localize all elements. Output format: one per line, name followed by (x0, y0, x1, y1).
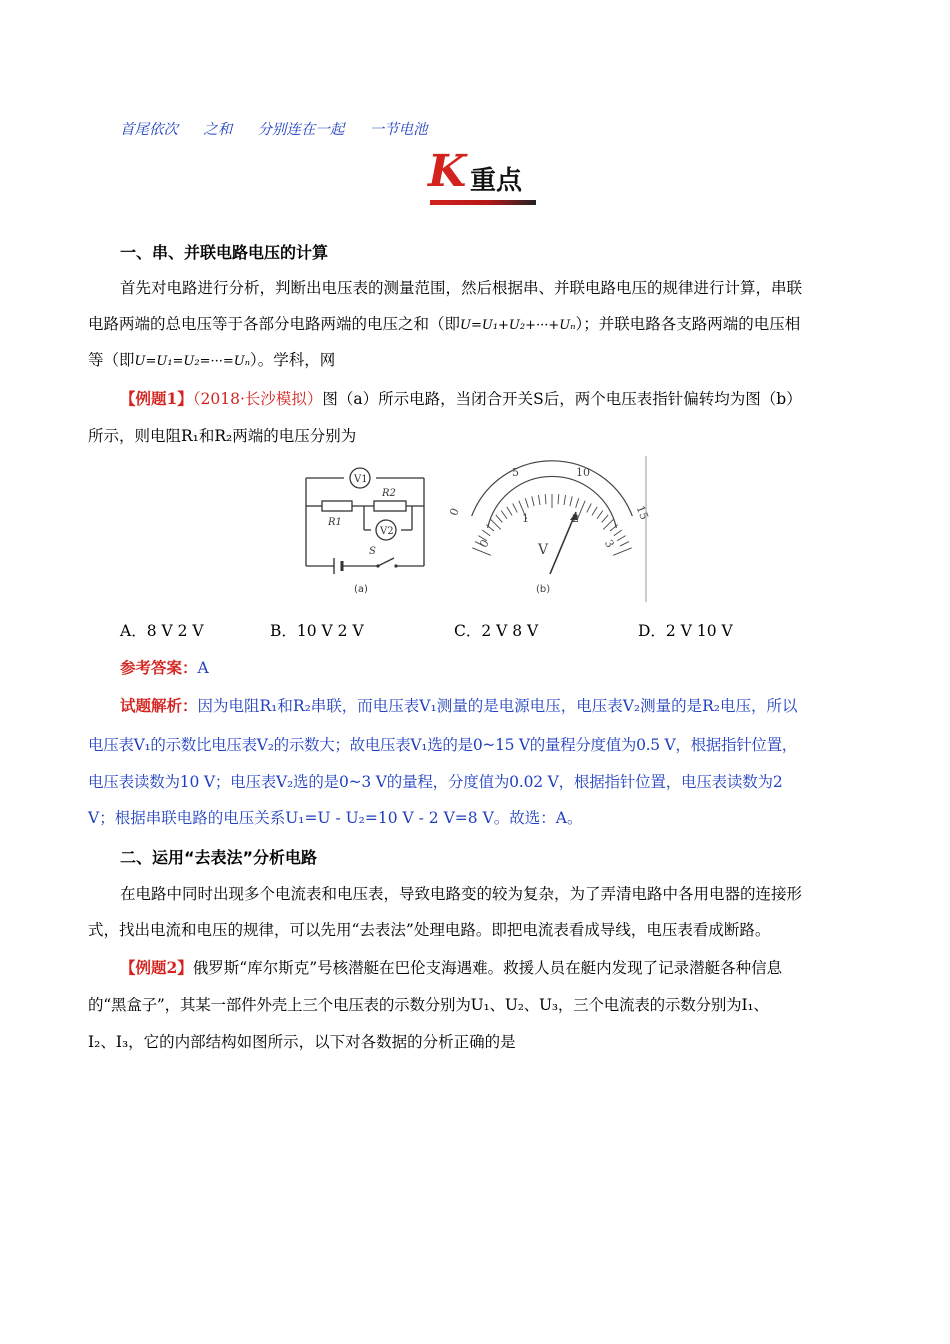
option-a: A．8 V 2 V (120, 622, 204, 640)
analysis-line2: 电压表V₁的示数比电压表V₂的示数大；故电压表V₁选的是0~15 V的量程分度值为0.5 V，根据指针位置， (88, 736, 797, 754)
formula-series-voltage: U=U₁+U₂+···+Uₙ (460, 318, 576, 333)
r2-label: R2 (382, 488, 396, 499)
dial-tick (603, 520, 613, 530)
dial-tick (592, 507, 597, 516)
option-b: B．10 V 2 V (270, 622, 364, 640)
answer-line (120, 656, 209, 678)
section-banner (428, 146, 538, 208)
banner-underline (430, 200, 536, 205)
option-c: C．2 V 8 V (454, 622, 539, 640)
section2-paragraph-line1: 在电路中同时出现多个电流表和电压表，导致电路变的较为复杂，为了弄清电路中各用电器的连接形 (120, 885, 803, 903)
option-d: D．2 V 10 V (638, 622, 733, 640)
dial-tick (576, 498, 579, 508)
outer-tick-15: 15 (633, 503, 651, 522)
section1-paragraph-line2: 电路两端的总电压等于各部分电路两端的电压之和（即U=U₁+U₂+···+Uₙ）；并联电路各支路两端的电压相 (88, 315, 801, 333)
analysis-label: 试题解析： (120, 696, 198, 715)
section2-paragraph-line2: 式，找出电流和电压的规律，可以先用“去表法”处理电路。即把电流表看成导线，电压表看成断路。 (88, 921, 771, 939)
keyword-3: 分别连在一起 (257, 122, 345, 138)
dial-tick (491, 520, 501, 530)
answer-value: A (197, 659, 209, 677)
v1-label: V1 (354, 474, 368, 485)
switch-contact-icon (394, 564, 397, 567)
dial-tick (525, 498, 528, 508)
dial-tick (545, 494, 546, 504)
keyword-4: 一节电池 (369, 122, 428, 138)
dial-tick (614, 530, 622, 536)
dial-tick (501, 511, 507, 519)
analysis-line3: 电压表读数为10 V；电压表V₂选的是0~3 V的量程，分度值为0.02 V，根据指针位置，电压表读数为2 (88, 773, 783, 791)
dial-tick (482, 530, 490, 536)
outer-tick-0: 0 (447, 506, 462, 518)
banner-title: 重点 (470, 166, 523, 196)
inner-tick-1: 1 (522, 512, 529, 525)
dial-tick (613, 548, 632, 555)
v2-label: V2 (380, 526, 394, 537)
analysis-line4: V；根据串联电路的电压关系U₁=U - U₂=10 V - 2 V=8 V。故选：A。 (88, 809, 583, 827)
keyword-line (120, 118, 428, 139)
inner-tick-2: 2 (572, 512, 579, 525)
outer-tick-10: 10 (576, 466, 590, 479)
dial-tick (513, 504, 518, 513)
switch-pivot-icon (376, 564, 379, 567)
dial-tick (532, 496, 534, 506)
outer-tick-5: 5 (512, 466, 519, 479)
banner-letter: K (428, 146, 467, 197)
example1-tag: 【例题1】 (120, 389, 193, 408)
r1-label: R1 (328, 517, 342, 528)
dial-tick (564, 495, 566, 505)
example2-line3: I₂、I₃，它的内部结构如图所示，以下对各数据的分析正确的是 (88, 1033, 516, 1051)
dial-unit-label: V (538, 542, 549, 558)
analysis-line1: 试题解析：因为电阻R₁和R₂串联，而电压表V₁测量的是电源电压，电压表V₂测量的是R₂电压，所以 (120, 696, 798, 715)
switch-label: S (369, 546, 376, 557)
dial-tick (496, 515, 503, 523)
figure-b-caption: (b) (536, 584, 551, 595)
dial-tick (620, 542, 629, 546)
section1-paragraph-line1: 首先对电路进行分析，判断出电压表的测量范围，然后根据串、并联电路电压的规律进行计算，串联 (120, 279, 803, 297)
dial-tick (617, 536, 626, 541)
dial-tick (597, 511, 603, 519)
resistor-r2-icon (374, 501, 406, 511)
keyword-1: 首尾依次 (120, 122, 178, 138)
voltmeter-dial-b (446, 456, 656, 602)
example1-line1: 【例题1】（2018·长沙模拟）图（a）所示电路，当闭合开关S后，两个电压表指针偏转均为图（b） (120, 389, 802, 408)
dial-tick (587, 504, 592, 513)
resistor-r1-icon (322, 501, 352, 511)
dial-tick (570, 496, 572, 506)
dial-tick (602, 515, 609, 523)
section2-heading: 二、运用“去表法”分析电路 (120, 848, 318, 867)
answer-label: 参考答案： (120, 658, 198, 677)
dial-tick (558, 494, 559, 504)
figure-a-caption: (a) (354, 584, 368, 595)
example2-line2: 的“黑盒子”，其某一部件外壳上三个电压表的示数分别为U₁、U₂、U₃，三个电流表的示数分别为I₁、 (88, 996, 769, 1014)
circuit-diagram-a (296, 458, 432, 600)
example1-source: （2018·长沙模拟） (192, 390, 323, 408)
inner-tick-3: 3 (601, 537, 617, 551)
dial-tick (507, 507, 512, 516)
example2-tag: 【例题2】 (120, 958, 193, 977)
formula-parallel-voltage: U=U₁=U₂=···=Uₙ (134, 354, 250, 369)
keyword-2: 之和 (203, 122, 233, 138)
section1-heading: 一、串、并联电路电压的计算 (120, 243, 329, 262)
section1-paragraph-line3: 等（即U=U₁=U₂=···=Uₙ）。学科，网 (88, 351, 336, 369)
example1-line2: 所示，则电阻R₁和R₂两端的电压分别为 (88, 427, 357, 445)
dial-tick (538, 495, 540, 505)
inner-tick-0: 0 (477, 537, 492, 550)
example2-line1: 【例题2】俄罗斯“库尔斯克”号核潜艇在巴伦支海遇难。救援人员在艇内发现了记录潜艇各种信息 (120, 958, 783, 977)
